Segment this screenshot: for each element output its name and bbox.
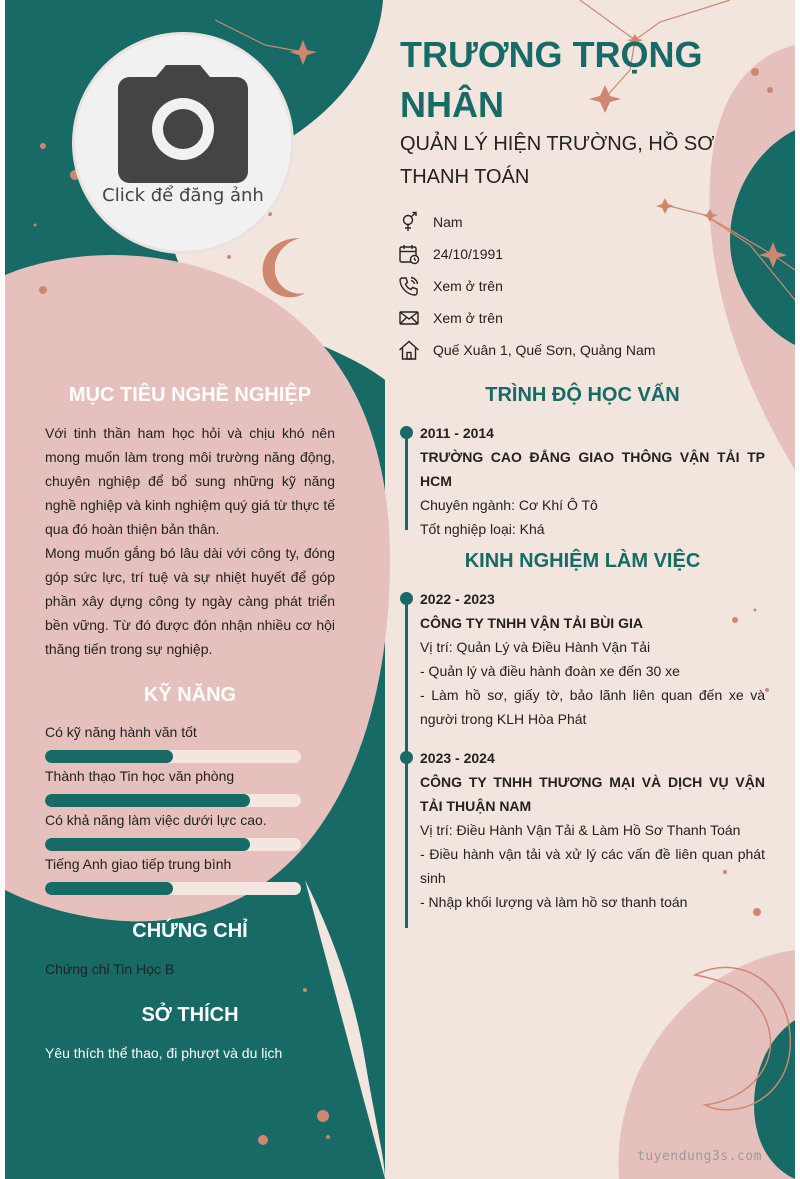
skills-title: KỸ NĂNG — [143, 684, 237, 706]
info-gender: Nam — [398, 206, 655, 238]
info-email: Xem ở trên — [398, 302, 655, 334]
skill-bar — [45, 794, 301, 807]
experience-line: - Điều hành vận tải và xử lý các vấn đề liên quan phát sinh — [420, 846, 765, 886]
watermark: tuyendung3s.com — [637, 1149, 762, 1164]
hobbies-title: SỞ THÍCH — [141, 1004, 239, 1026]
experience-line: - Quản lý và điều hành đoàn xe đến 30 xe — [420, 663, 680, 679]
experience-years: 2023 - 2024 — [420, 750, 495, 766]
education-title: TRÌNH ĐỘ HỌC VẤN — [485, 384, 680, 406]
education-timeline — [405, 430, 408, 530]
objective-paragraph: Mong muốn gắng bó lâu dài với công ty, đóng góp sức lực, trí tuệ và sự nhiệt huyết để góp phần xây dựng công ty ngày càng phát triển bền vững. Từ đó được đón nhận nhiều cơ hội thăng tiến trong sự nghiệp. — [45, 545, 335, 657]
experience-line: - Làm hồ sơ, giấy tờ, bảo lãnh liên quan đến xe và người trong KLH Hòa Phát — [420, 687, 765, 727]
objective-title: MỤC TIÊU NGHỀ NGHIỆP — [68, 384, 312, 406]
timeline-dot — [400, 592, 413, 605]
job-title: QUẢN LÝ HIỆN TRƯỜNG, HỒ SƠ THANH TOÁN — [400, 133, 715, 188]
gender-icon — [398, 211, 420, 233]
experience-line: Vị trí: Điều Hành Vận Tải & Làm Hồ Sơ Thanh Toán — [420, 822, 741, 838]
timeline-dot — [400, 426, 413, 439]
skill-bar — [45, 838, 301, 851]
info-birthday: 24/10/1991 — [398, 238, 655, 270]
education-grade: Tốt nghiệp loại: Khá — [420, 521, 545, 537]
contact-info — [398, 206, 655, 366]
email-icon — [398, 307, 420, 329]
timeline-dot — [400, 751, 413, 764]
experience-line: Vị trí: Quản Lý và Điều Hành Vận Tải — [420, 639, 651, 655]
skill-label: Tiếng Anh giao tiếp trung bình — [45, 856, 232, 872]
school-name: TRƯỜNG CAO ĐẲNG GIAO THÔNG VẬN TẢI TP HCM — [420, 449, 765, 489]
full-name: TRƯƠNG TRỌNG NHÂN — [400, 34, 703, 125]
education-major: Chuyên ngành: Cơ Khí Ô Tô — [420, 497, 598, 513]
experience-entry — [420, 746, 765, 914]
avatar-caption: Click để đăng ảnh — [102, 185, 264, 206]
education-years: 2011 - 2014 — [420, 425, 494, 441]
certificates-title: CHỨNG CHỈ — [132, 920, 248, 942]
experience-years: 2022 - 2023 — [420, 591, 495, 607]
experience-line: - Nhập khối lượng và làm hồ sơ thanh toán — [420, 894, 688, 910]
experience-entry — [420, 587, 765, 731]
company-name: CÔNG TY TNHH VẬN TẢI BÙI GIA — [420, 615, 643, 631]
company-name: CÔNG TY TNHH THƯƠNG MẠI VÀ DỊCH VỤ VẬN TẢI THUẬN NAM — [420, 774, 765, 814]
hobbies-text: Yêu thích thể thao, đi phượt và du lịch — [45, 1045, 283, 1061]
home-icon — [398, 339, 420, 361]
skill-label: Có khả năng làm việc dưới lực cao. — [45, 812, 267, 828]
info-phone: Xem ở trên — [398, 270, 655, 302]
camera-icon — [118, 65, 248, 183]
education-entry — [420, 421, 765, 541]
phone-icon — [398, 275, 420, 297]
certificate-text: Chứng chỉ Tin Học B — [45, 961, 175, 977]
skill-label: Có kỹ năng hành văn tốt — [45, 724, 197, 740]
objective-text — [45, 421, 335, 661]
objective-paragraph: Với tinh thần ham học hỏi và chịu khó nên mong muốn làm trong môi trường năng động, chuyên nghiệp để bổ sung những kỹ năng nghề nghiệp và kinh nghiệm quý giá từ thực tế qua đó hoàn thiện bản thân. — [45, 425, 335, 537]
info-address: Quế Xuân 1, Quế Sơn, Quảng Nam — [398, 334, 655, 366]
calendar-icon — [398, 243, 420, 265]
avatar-upload[interactable] — [75, 35, 291, 251]
skill-label: Thành thạo Tin học văn phòng — [45, 768, 235, 784]
skill-bar — [45, 882, 301, 895]
cv-page — [5, 0, 795, 1179]
experience-title: KINH NGHIỆM LÀM VIỆC — [464, 550, 701, 572]
skill-bar — [45, 750, 301, 763]
